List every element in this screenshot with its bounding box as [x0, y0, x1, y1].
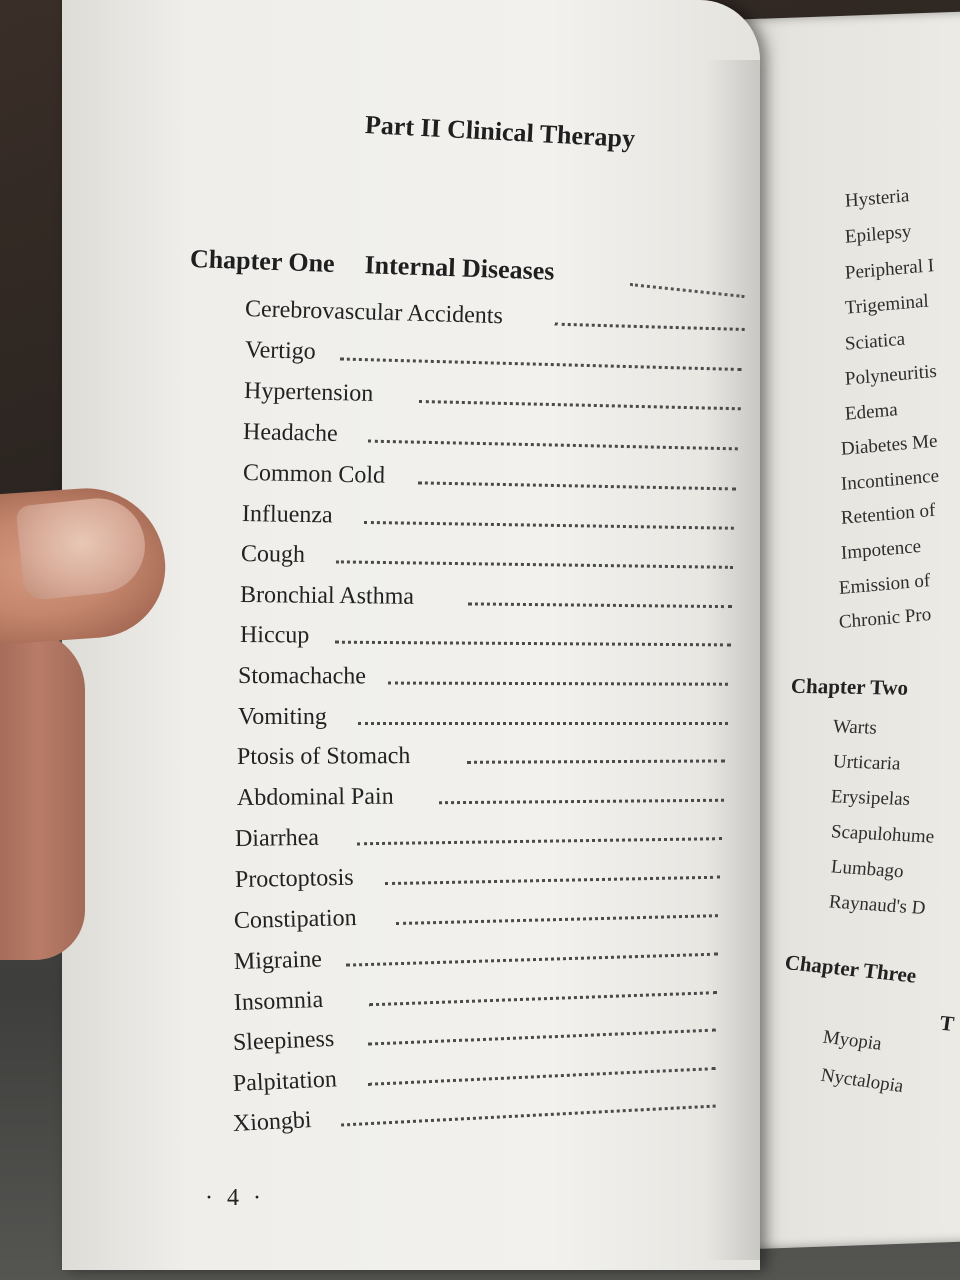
- toc-entry-label: Diarrhea: [234, 824, 320, 852]
- right-entry: Polyneuritis: [844, 360, 938, 390]
- right-entry: Emission of: [838, 570, 931, 599]
- toc-entry-label: Cerebrovascular Accidents: [244, 296, 504, 330]
- toc-entry: [237, 741, 757, 774]
- toc-entry: [238, 704, 758, 734]
- toc-entry-label: Hiccup: [239, 622, 310, 649]
- toc-leader-dots: [358, 722, 728, 725]
- right-entry: Epilepsy: [844, 221, 912, 248]
- toc-leader-dots: [467, 759, 725, 763]
- toc-entry-label: Constipation: [233, 905, 357, 934]
- toc-leader-dots: [419, 400, 741, 410]
- right-chapter-three-fragment: T: [938, 1010, 956, 1036]
- toc-entry-label: Ptosis of Stomach: [236, 743, 411, 770]
- toc-leader-dots: [385, 876, 720, 885]
- toc-leader-dots: [346, 953, 718, 967]
- toc-leader-dots: [364, 521, 734, 530]
- toc-entry-label: Vertigo: [244, 337, 317, 365]
- right-entry: Hysteria: [844, 185, 910, 212]
- toc-entry-label: Migraine: [233, 946, 323, 975]
- toc-entry: [240, 582, 760, 617]
- right-entry: Nyctalopia: [819, 1064, 906, 1098]
- right-entry: Raynaud's D: [827, 891, 927, 920]
- right-chapter-two: Chapter Two: [790, 673, 909, 700]
- right-entry: Trigeminal: [844, 290, 930, 319]
- toc-entry-label: Stomachache: [237, 663, 367, 690]
- toc-leader-dots: [369, 991, 717, 1006]
- right-entry: Erysipelas: [830, 786, 911, 811]
- toc-leader-dots: [388, 682, 728, 686]
- right-chapter-three: Chapter Three: [783, 949, 918, 988]
- toc-entry-label: Cough: [240, 541, 306, 568]
- toc-leader-dots: [396, 914, 718, 925]
- toc-entry-label: Influenza: [241, 501, 333, 529]
- chapter-title: Internal Diseases: [364, 250, 555, 286]
- toc-entry-label: Insomnia: [233, 986, 324, 1016]
- toc-entry-label: Hypertension: [243, 378, 374, 407]
- right-entry: Lumbago: [829, 856, 905, 883]
- toc-leader-dots: [439, 799, 724, 804]
- chapter-number: Chapter One: [189, 244, 336, 279]
- right-entry: Impotence: [840, 535, 922, 564]
- right-entry: Urticaria: [832, 751, 902, 775]
- toc-entry: [240, 622, 760, 656]
- hand: [0, 630, 85, 960]
- toc-leader-dots: [340, 357, 742, 371]
- part-title: Part II Clinical Therapy: [364, 110, 636, 154]
- toc-entry-label: Vomiting: [238, 704, 327, 730]
- toc-leader-dots: [368, 440, 738, 451]
- toc-leader-dots: [468, 602, 732, 608]
- toc-leader-dots: [357, 837, 722, 845]
- toc-entry: [237, 780, 757, 815]
- toc-entry-label: Abdominal Pain: [236, 783, 394, 811]
- toc-entry-label: Proctoptosis: [234, 864, 354, 893]
- right-entry: Warts: [832, 716, 878, 739]
- right-entry: Peripheral I: [844, 255, 935, 284]
- toc-entry-label: Bronchial Asthma: [239, 582, 415, 610]
- page-number: · 4 ·: [205, 1185, 265, 1211]
- right-entry: Retention of: [840, 499, 936, 529]
- toc-entry-label: Common Cold: [242, 460, 386, 489]
- right-entry: Edema: [844, 399, 899, 425]
- toc-entry-label: Palpitation: [232, 1066, 338, 1097]
- right-entry: Myopia: [821, 1026, 884, 1055]
- right-entry: Diabetes Me: [840, 430, 938, 460]
- toc-entry: [238, 663, 758, 695]
- page-curl-shadow: [705, 60, 760, 1260]
- toc-leader-dots: [418, 481, 736, 490]
- right-page: [725, 11, 960, 1250]
- toc-entry-label: Xiongbi: [232, 1107, 313, 1137]
- right-entry: Scapulohume: [830, 821, 936, 848]
- right-entry: Sciatica: [844, 328, 906, 355]
- toc-entry-label: Sleepiness: [232, 1025, 335, 1056]
- toc-leader-dots: [336, 560, 733, 569]
- toc-leader-dots: [335, 641, 731, 647]
- right-entry: Chronic Pro: [838, 603, 932, 633]
- right-entry: Incontinence: [840, 465, 940, 495]
- toc-leader-dots: [555, 323, 745, 331]
- toc-entry-label: Headache: [242, 419, 338, 447]
